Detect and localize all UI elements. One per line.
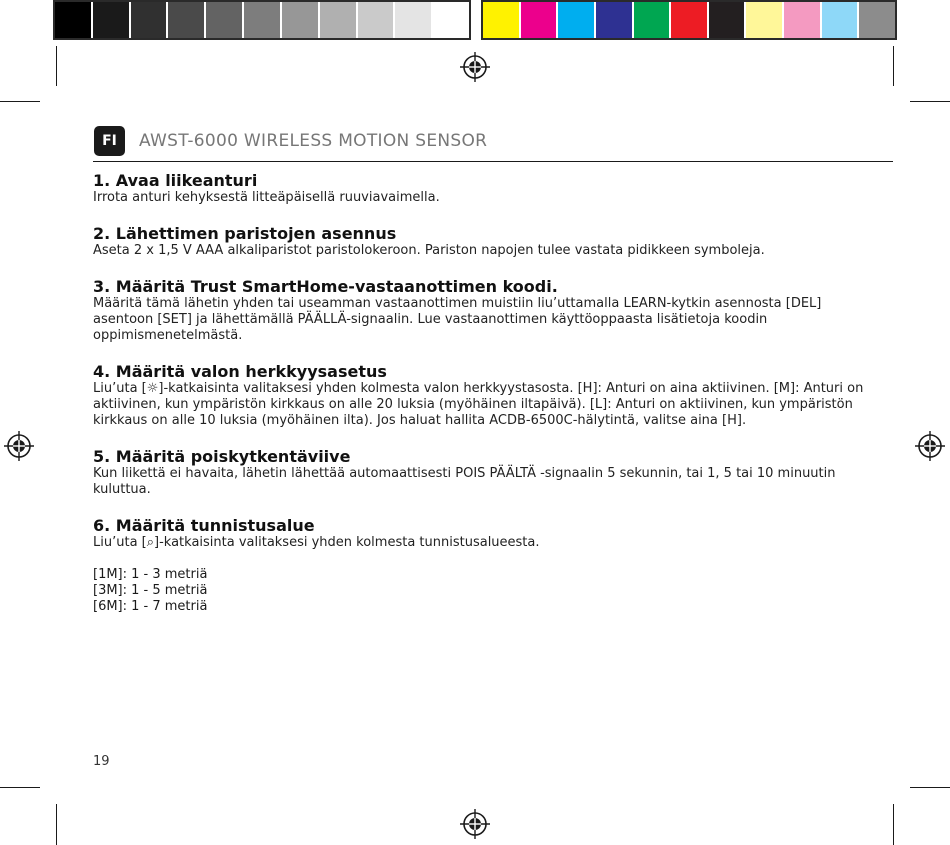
color-swatch (320, 2, 358, 38)
section-switch-off-delay (93, 448, 883, 498)
crop-mark (56, 804, 57, 845)
header-divider (93, 161, 893, 162)
registration-mark-icon (4, 431, 34, 461)
color-swatch (596, 2, 634, 38)
section-light-sensitivity (93, 363, 883, 429)
color-swatch (859, 2, 895, 38)
crop-mark (893, 46, 894, 86)
color-swatch (395, 2, 433, 38)
color-swatch (282, 2, 320, 38)
section-open-sensor (93, 172, 883, 206)
section-body: Irrota anturi kehyksestä litteäpäisellä ruuviavaimella. (93, 190, 440, 205)
color-swatch (521, 2, 559, 38)
instructions (93, 172, 883, 615)
range-item: [6M]: 1 - 7 metriä (93, 599, 208, 614)
range-item: [1M]: 1 - 3 metriä (93, 567, 208, 582)
registration-mark-icon (460, 809, 490, 839)
color-swatch (709, 2, 747, 38)
section-body: Aseta 2 x 1,5 V AAA alkaliparistot paristolokeroon. Pariston napojen tulee vastata pidikkeen symboleja. (93, 243, 765, 258)
section-detection-range (93, 517, 883, 551)
color-swatch (55, 2, 93, 38)
section-heading: 5. Määritä poiskytkentäviive (93, 447, 351, 466)
crop-mark (56, 46, 57, 86)
color-swatch (822, 2, 860, 38)
crop-mark (910, 101, 950, 102)
section-heading: 6. Määritä tunnistusalue (93, 516, 315, 535)
document-title: AWST-6000 WIRELESS MOTION SENSOR (139, 131, 488, 151)
grayscale-color-bar (53, 0, 471, 40)
crop-mark (893, 804, 894, 845)
registration-mark-icon (915, 431, 945, 461)
section-heading: 3. Määritä Trust SmartHome-vastaanottimen koodi. (93, 277, 558, 296)
section-body: Liu’uta [☼]-katkaisinta valitaksesi yhden kolmesta valon herkkyystasosta. [H]: Anturi on aina aktiivinen. [M]: Anturi on aktiivinen, kun ympäristön kirkkaus on alle 20 luksia (myöhäinen iltapäivä). [L]: Anturi on aktiivinen, kun ympäristön kirkkaus on alle 10 luksia (myöhäinen ilta). Jos haluat hallita ACDB-6500C-hälytintä, valitse aina [H]. (93, 381, 864, 428)
language-badge: FI (94, 126, 125, 156)
color-swatch (93, 2, 131, 38)
section-battery-install (93, 225, 883, 259)
registration-mark-icon (460, 52, 490, 82)
section-body: Kun liikettä ei havaita, lähetin lähettää automaattisesti POIS PÄÄLTÄ -signaalin 5 sekunnin, tai 1, 5 tai 10 minuutin kuluttua. (93, 466, 836, 497)
section-body: Liu’uta [⌕]-katkaisinta valitaksesi yhden kolmesta tunnistusalueesta. (93, 535, 540, 550)
process-color-bar (481, 0, 897, 40)
color-swatch (483, 2, 521, 38)
section-receiver-code (93, 278, 883, 344)
crop-mark (0, 101, 40, 102)
color-swatch (784, 2, 822, 38)
color-swatch (433, 2, 469, 38)
color-swatch (746, 2, 784, 38)
section-heading: 4. Määritä valon herkkyysasetus (93, 362, 387, 381)
crop-mark (0, 787, 40, 788)
crop-mark (910, 787, 950, 788)
range-item: [3M]: 1 - 5 metriä (93, 583, 208, 598)
page-number: 19 (93, 754, 110, 769)
section-heading: 1. Avaa liikeanturi (93, 171, 258, 190)
detection-range-list (93, 567, 883, 615)
color-swatch (634, 2, 672, 38)
section-body: Määritä tämä lähetin yhden tai useamman vastaanottimen muistiin liu’uttamalla LEARN-kytkin asennosta [DEL] asentoon [SET] ja lähettämällä PÄÄLLÄ-signaalin. Lue vastaanottimen käyttöoppaasta lisätietoja koodin oppimismenetelmästä. (93, 296, 822, 343)
color-swatch (206, 2, 244, 38)
section-heading: 2. Lähettimen paristojen asennus (93, 224, 397, 243)
color-swatch (131, 2, 169, 38)
color-swatch (358, 2, 396, 38)
color-swatch (168, 2, 206, 38)
color-swatch (671, 2, 709, 38)
color-swatch (558, 2, 596, 38)
color-swatch (244, 2, 282, 38)
